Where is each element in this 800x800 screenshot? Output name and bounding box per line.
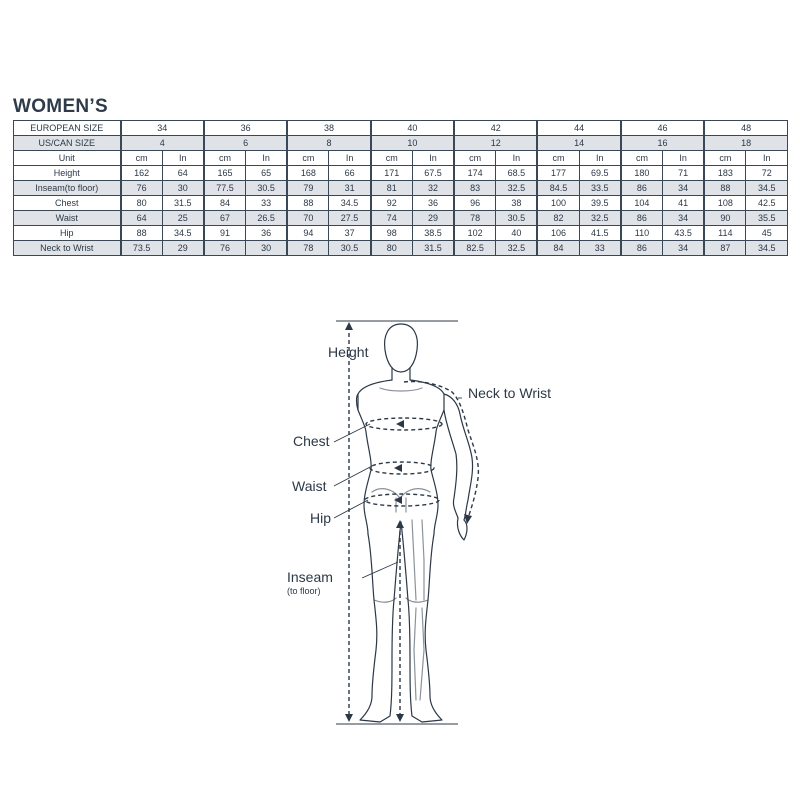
table-cell: 79	[287, 181, 329, 196]
table-cell: In	[412, 151, 454, 166]
table-cell: 77.5	[204, 181, 246, 196]
table-cell: 96	[454, 196, 496, 211]
table-cell: 65	[246, 166, 288, 181]
table-cell: cm	[454, 151, 496, 166]
chest-arrow	[396, 420, 404, 428]
table-cell: 110	[621, 226, 663, 241]
table-cell: cm	[621, 151, 663, 166]
table-cell: 82.5	[454, 241, 496, 256]
table-cell: 34.5	[746, 241, 788, 256]
table-cell: 86	[621, 211, 663, 226]
table-cell: 39.5	[579, 196, 621, 211]
table-cell: 27.5	[329, 211, 371, 226]
table-cell: 67.5	[412, 166, 454, 181]
table-cell: 45	[746, 226, 788, 241]
table-cell: 64	[121, 211, 163, 226]
row-label: Chest	[14, 196, 121, 211]
table-cell: 34.5	[746, 181, 788, 196]
row-label: Height	[14, 166, 121, 181]
table-cell: 33	[579, 241, 621, 256]
chest-label: Chest	[293, 433, 330, 449]
table-cell: 31.5	[412, 241, 454, 256]
table-cell: 70	[287, 211, 329, 226]
hip-arrow	[394, 496, 402, 504]
table-cell: 168	[287, 166, 329, 181]
row-label: Unit	[14, 151, 121, 166]
table-cell: 37	[329, 226, 371, 241]
table-cell: 43.5	[663, 226, 705, 241]
table-cell: 33	[246, 196, 288, 211]
table-cell: 25	[162, 211, 204, 226]
table-cell: 104	[621, 196, 663, 211]
inseam-note-label: (to floor)	[287, 586, 321, 596]
table-cell: 69.5	[579, 166, 621, 181]
table-cell: 100	[537, 196, 579, 211]
waist-leader	[334, 466, 372, 486]
table-cell: 76	[121, 181, 163, 196]
table-cell: 26.5	[246, 211, 288, 226]
table-cell: 42.5	[746, 196, 788, 211]
row-label: Hip	[14, 226, 121, 241]
table-cell: 41	[663, 196, 705, 211]
size-header-cell: 4	[121, 136, 204, 151]
size-header-cell: 18	[704, 136, 787, 151]
table-cell: 30	[162, 181, 204, 196]
table-cell: 171	[371, 166, 413, 181]
row-label: Inseam(to floor)	[14, 181, 121, 196]
table-cell: 106	[537, 226, 579, 241]
inseam-label: Inseam	[287, 569, 333, 585]
table-cell: 30.5	[246, 181, 288, 196]
table-cell: 84	[537, 241, 579, 256]
size-header-cell: 42	[454, 121, 537, 136]
table-cell: In	[579, 151, 621, 166]
size-header-cell: 10	[371, 136, 454, 151]
neck-to-wrist-label: Neck to Wrist	[468, 385, 551, 401]
table-cell: 31	[329, 181, 371, 196]
page-title: WOMEN’S	[13, 96, 108, 117]
table-cell: 76	[204, 241, 246, 256]
table-cell: 38	[496, 196, 538, 211]
table-cell: cm	[704, 151, 746, 166]
table-cell: 102	[454, 226, 496, 241]
table-cell: 91	[204, 226, 246, 241]
table-cell: 81	[371, 181, 413, 196]
table-cell: 32.5	[496, 241, 538, 256]
hip-label: Hip	[310, 510, 332, 526]
table-cell: 68.5	[496, 166, 538, 181]
table-cell: 88	[287, 196, 329, 211]
size-header-cell: 40	[371, 121, 454, 136]
neck-to-wrist-measure-line	[404, 381, 478, 518]
table-cell: 90	[704, 211, 746, 226]
table-cell: cm	[204, 151, 246, 166]
inseam-leader	[362, 562, 398, 578]
table-cell: 180	[621, 166, 663, 181]
table-cell: In	[496, 151, 538, 166]
hip-leader	[334, 500, 368, 518]
table-cell: In	[162, 151, 204, 166]
table-cell: cm	[121, 151, 163, 166]
table-cell: 84	[204, 196, 246, 211]
table-cell: 34.5	[329, 196, 371, 211]
table-cell: 34	[663, 181, 705, 196]
table-cell: In	[329, 151, 371, 166]
table-cell: 33.5	[579, 181, 621, 196]
table-cell: 36	[412, 196, 454, 211]
table-cell: 29	[162, 241, 204, 256]
table-cell: 83	[454, 181, 496, 196]
table-cell: 94	[287, 226, 329, 241]
size-header-cell: 46	[621, 121, 704, 136]
table-cell: 36	[246, 226, 288, 241]
row-label: EUROPEAN SIZE	[14, 121, 121, 136]
table-cell: 177	[537, 166, 579, 181]
table-cell: 108	[704, 196, 746, 211]
table-cell: 66	[329, 166, 371, 181]
table-cell: 40	[496, 226, 538, 241]
row-label: US/CAN SIZE	[14, 136, 121, 151]
table-cell: 183	[704, 166, 746, 181]
table-cell: In	[246, 151, 288, 166]
height-label: Height	[328, 344, 369, 360]
table-cell: In	[746, 151, 788, 166]
table-cell: 80	[121, 196, 163, 211]
waist-label: Waist	[292, 478, 327, 494]
size-header-cell: 44	[537, 121, 620, 136]
waist-arrow	[394, 464, 402, 472]
table-cell: cm	[537, 151, 579, 166]
table-cell: 162	[121, 166, 163, 181]
table-cell: 30.5	[329, 241, 371, 256]
table-cell: 82	[537, 211, 579, 226]
table-cell: 86	[621, 181, 663, 196]
table-cell: 98	[371, 226, 413, 241]
row-label: Waist	[14, 211, 121, 226]
table-cell: 29	[412, 211, 454, 226]
table-cell: 67	[204, 211, 246, 226]
mannequin-figure	[357, 324, 473, 722]
table-cell: 80	[371, 241, 413, 256]
table-cell: 71	[663, 166, 705, 181]
table-cell: cm	[371, 151, 413, 166]
table-cell: 73.5	[121, 241, 163, 256]
table-cell: 87	[704, 241, 746, 256]
table-cell: In	[663, 151, 705, 166]
table-cell: 165	[204, 166, 246, 181]
table-cell: 31.5	[162, 196, 204, 211]
table-cell: 30	[246, 241, 288, 256]
table-cell: 64	[162, 166, 204, 181]
inseam-arrow-heads	[396, 520, 404, 722]
table-cell: 34	[663, 241, 705, 256]
size-header-cell: 36	[204, 121, 287, 136]
table-cell: 88	[121, 226, 163, 241]
table-cell: 74	[371, 211, 413, 226]
table-cell: 86	[621, 241, 663, 256]
table-cell: 78	[287, 241, 329, 256]
table-cell: 41.5	[579, 226, 621, 241]
table-cell: 84.5	[537, 181, 579, 196]
table-cell: 78	[454, 211, 496, 226]
size-header-cell: 8	[287, 136, 370, 151]
size-header-cell: 14	[537, 136, 620, 151]
size-header-cell: 38	[287, 121, 370, 136]
table-cell: 32	[412, 181, 454, 196]
table-cell: 88	[704, 181, 746, 196]
row-label: Neck to Wrist	[14, 241, 121, 256]
table-cell: 72	[746, 166, 788, 181]
size-header-cell: 34	[121, 121, 204, 136]
table-cell: 35.5	[746, 211, 788, 226]
chest-leader	[334, 424, 370, 442]
table-cell: 34.5	[162, 226, 204, 241]
table-cell: 32.5	[496, 181, 538, 196]
table-cell: 174	[454, 166, 496, 181]
size-header-cell: 16	[621, 136, 704, 151]
table-cell: cm	[287, 151, 329, 166]
table-cell: 114	[704, 226, 746, 241]
table-cell: 38.5	[412, 226, 454, 241]
size-header-cell: 12	[454, 136, 537, 151]
size-header-cell: 6	[204, 136, 287, 151]
table-cell: 34	[663, 211, 705, 226]
table-cell: 30.5	[496, 211, 538, 226]
size-header-cell: 48	[704, 121, 787, 136]
table-cell: 92	[371, 196, 413, 211]
table-cell: 32.5	[579, 211, 621, 226]
